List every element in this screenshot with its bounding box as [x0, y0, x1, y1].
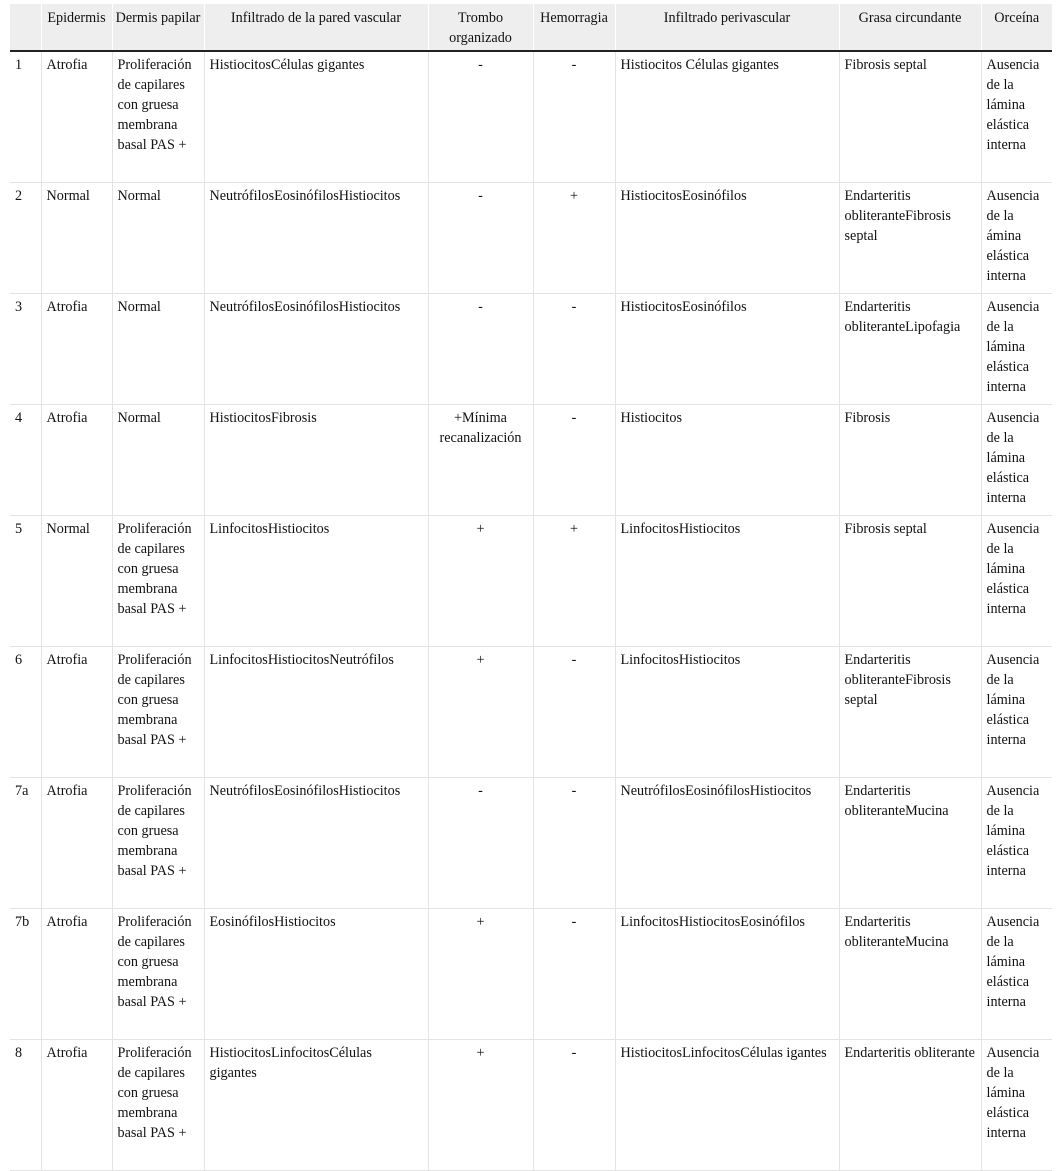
- cell-grasa: Fibrosis: [839, 404, 981, 515]
- cell-dermis-papilar: Proliferación de capilares con gruesa membrana basal PAS +: [112, 646, 204, 777]
- table-row: [10, 51, 1052, 182]
- cell-trombo: +: [428, 646, 533, 777]
- cell-infiltrado-pared: HistiocitosFibrosis: [204, 404, 428, 515]
- cell-dermis-papilar: Proliferación de capilares con gruesa membrana basal PAS +: [112, 1039, 204, 1170]
- cell-hemorragia: -: [533, 293, 615, 404]
- header-orceina: Orceína: [981, 4, 1052, 51]
- cell-epidermis: Atrofia: [41, 646, 112, 777]
- header-case: [10, 4, 41, 51]
- cell-dermis-papilar: Normal: [112, 293, 204, 404]
- cell-infiltrado-perivascular: Histiocitos Células gigantes: [615, 51, 839, 182]
- cell-infiltrado-pared: NeutrófilosEosinófilosHistiocitos: [204, 182, 428, 293]
- header-dermis-papilar: Dermis papilar: [112, 4, 204, 51]
- cell-orceina: Ausencia de la lámina elástica interna: [981, 293, 1052, 404]
- cell-dermis-papilar: Proliferación de capilares con gruesa membrana basal PAS +: [112, 51, 204, 182]
- cell-infiltrado-pared: EosinófilosHistiocitos: [204, 908, 428, 1039]
- cell-case: 5: [10, 515, 41, 646]
- cell-grasa: Endarteritis obliteranteFibrosis septal: [839, 182, 981, 293]
- header-epidermis: Epidermis: [41, 4, 112, 51]
- cell-hemorragia: -: [533, 777, 615, 908]
- table-container: [10, 4, 1052, 1171]
- cell-trombo: -: [428, 51, 533, 182]
- cell-dermis-papilar: Proliferación de capilares con gruesa membrana basal PAS +: [112, 908, 204, 1039]
- table-row: [10, 646, 1052, 777]
- table-row: [10, 1039, 1052, 1170]
- cell-grasa: Endarteritis obliteranteMucina: [839, 777, 981, 908]
- cell-infiltrado-perivascular: NeutrófilosEosinófilosHistiocitos: [615, 777, 839, 908]
- cell-hemorragia: -: [533, 404, 615, 515]
- cell-infiltrado-pared: HistiocitosCélulas gigantes: [204, 51, 428, 182]
- cell-epidermis: Normal: [41, 515, 112, 646]
- header-hemorragia: Hemorragia: [533, 4, 615, 51]
- cell-hemorragia: +: [533, 515, 615, 646]
- table-row: [10, 908, 1052, 1039]
- cell-orceina: Ausencia de la lámina elástica interna: [981, 1039, 1052, 1170]
- cell-case: 7b: [10, 908, 41, 1039]
- cell-epidermis: Atrofia: [41, 293, 112, 404]
- cell-trombo: +Mínima recanalización: [428, 404, 533, 515]
- cell-trombo: +: [428, 1039, 533, 1170]
- histology-table: [10, 4, 1052, 1171]
- cell-trombo: +: [428, 908, 533, 1039]
- cell-epidermis: Atrofia: [41, 1039, 112, 1170]
- header-infiltrado-pared: Infiltrado de la pared vascular: [204, 4, 428, 51]
- cell-hemorragia: -: [533, 1039, 615, 1170]
- cell-infiltrado-pared: LinfocitosHistiocitos: [204, 515, 428, 646]
- cell-infiltrado-perivascular: LinfocitosHistiocitos: [615, 515, 839, 646]
- cell-trombo: -: [428, 182, 533, 293]
- cell-grasa: Endarteritis obliteranteMucina: [839, 908, 981, 1039]
- cell-hemorragia: -: [533, 646, 615, 777]
- cell-infiltrado-perivascular: HistiocitosEosinófilos: [615, 182, 839, 293]
- cell-case: 3: [10, 293, 41, 404]
- cell-hemorragia: -: [533, 908, 615, 1039]
- cell-grasa: Endarteritis obliteranteLipofagia: [839, 293, 981, 404]
- header-row: [10, 4, 1052, 51]
- cell-orceina: Ausencia de la lámina elástica interna: [981, 51, 1052, 182]
- header-infiltrado-perivascular: Infiltrado perivascular: [615, 4, 839, 51]
- cell-case: 4: [10, 404, 41, 515]
- cell-trombo: +: [428, 515, 533, 646]
- header-grasa: Grasa circundante: [839, 4, 981, 51]
- cell-trombo: -: [428, 293, 533, 404]
- cell-infiltrado-perivascular: LinfocitosHistiocitos: [615, 646, 839, 777]
- cell-case: 1: [10, 51, 41, 182]
- cell-epidermis: Atrofia: [41, 51, 112, 182]
- table-row: [10, 182, 1052, 293]
- cell-epidermis: Atrofia: [41, 908, 112, 1039]
- cell-infiltrado-perivascular: LinfocitosHistiocitosEosinófilos: [615, 908, 839, 1039]
- cell-infiltrado-perivascular: HistiocitosEosinófilos: [615, 293, 839, 404]
- cell-grasa: Endarteritis obliteranteFibrosis septal: [839, 646, 981, 777]
- cell-trombo: -: [428, 777, 533, 908]
- cell-orceina: Ausencia de la lámina elástica interna: [981, 908, 1052, 1039]
- cell-infiltrado-pared: HistiocitosLinfocitosCélulas gigantes: [204, 1039, 428, 1170]
- cell-case: 6: [10, 646, 41, 777]
- cell-epidermis: Atrofia: [41, 777, 112, 908]
- table-row: [10, 404, 1052, 515]
- cell-infiltrado-pared: NeutrófilosEosinófilosHistiocitos: [204, 777, 428, 908]
- table-row: [10, 515, 1052, 646]
- cell-hemorragia: +: [533, 182, 615, 293]
- cell-orceina: Ausencia de la lámina elástica interna: [981, 646, 1052, 777]
- cell-dermis-papilar: Proliferación de capilares con gruesa membrana basal PAS +: [112, 515, 204, 646]
- cell-orceina: Ausencia de la ámina elástica interna: [981, 182, 1052, 293]
- cell-hemorragia: -: [533, 51, 615, 182]
- table-row: [10, 293, 1052, 404]
- cell-infiltrado-pared: LinfocitosHistiocitosNeutrófilos: [204, 646, 428, 777]
- cell-infiltrado-pared: NeutrófilosEosinófilosHistiocitos: [204, 293, 428, 404]
- cell-orceina: Ausencia de la lámina elástica interna: [981, 404, 1052, 515]
- header-trombo: Trombo organizado: [428, 4, 533, 51]
- cell-infiltrado-perivascular: HistiocitosLinfocitosCélulas igantes: [615, 1039, 839, 1170]
- cell-epidermis: Normal: [41, 182, 112, 293]
- cell-orceina: Ausencia de la lámina elástica interna: [981, 515, 1052, 646]
- cell-grasa: Endarteritis obliterante: [839, 1039, 981, 1170]
- cell-case: 7a: [10, 777, 41, 908]
- cell-dermis-papilar: Normal: [112, 404, 204, 515]
- cell-orceina: Ausencia de la lámina elástica interna: [981, 777, 1052, 908]
- table-row: [10, 777, 1052, 908]
- cell-case: 8: [10, 1039, 41, 1170]
- cell-infiltrado-perivascular: Histiocitos: [615, 404, 839, 515]
- cell-epidermis: Atrofia: [41, 404, 112, 515]
- cell-grasa: Fibrosis septal: [839, 51, 981, 182]
- cell-dermis-papilar: Proliferación de capilares con gruesa membrana basal PAS +: [112, 777, 204, 908]
- cell-dermis-papilar: Normal: [112, 182, 204, 293]
- cell-grasa: Fibrosis septal: [839, 515, 981, 646]
- cell-case: 2: [10, 182, 41, 293]
